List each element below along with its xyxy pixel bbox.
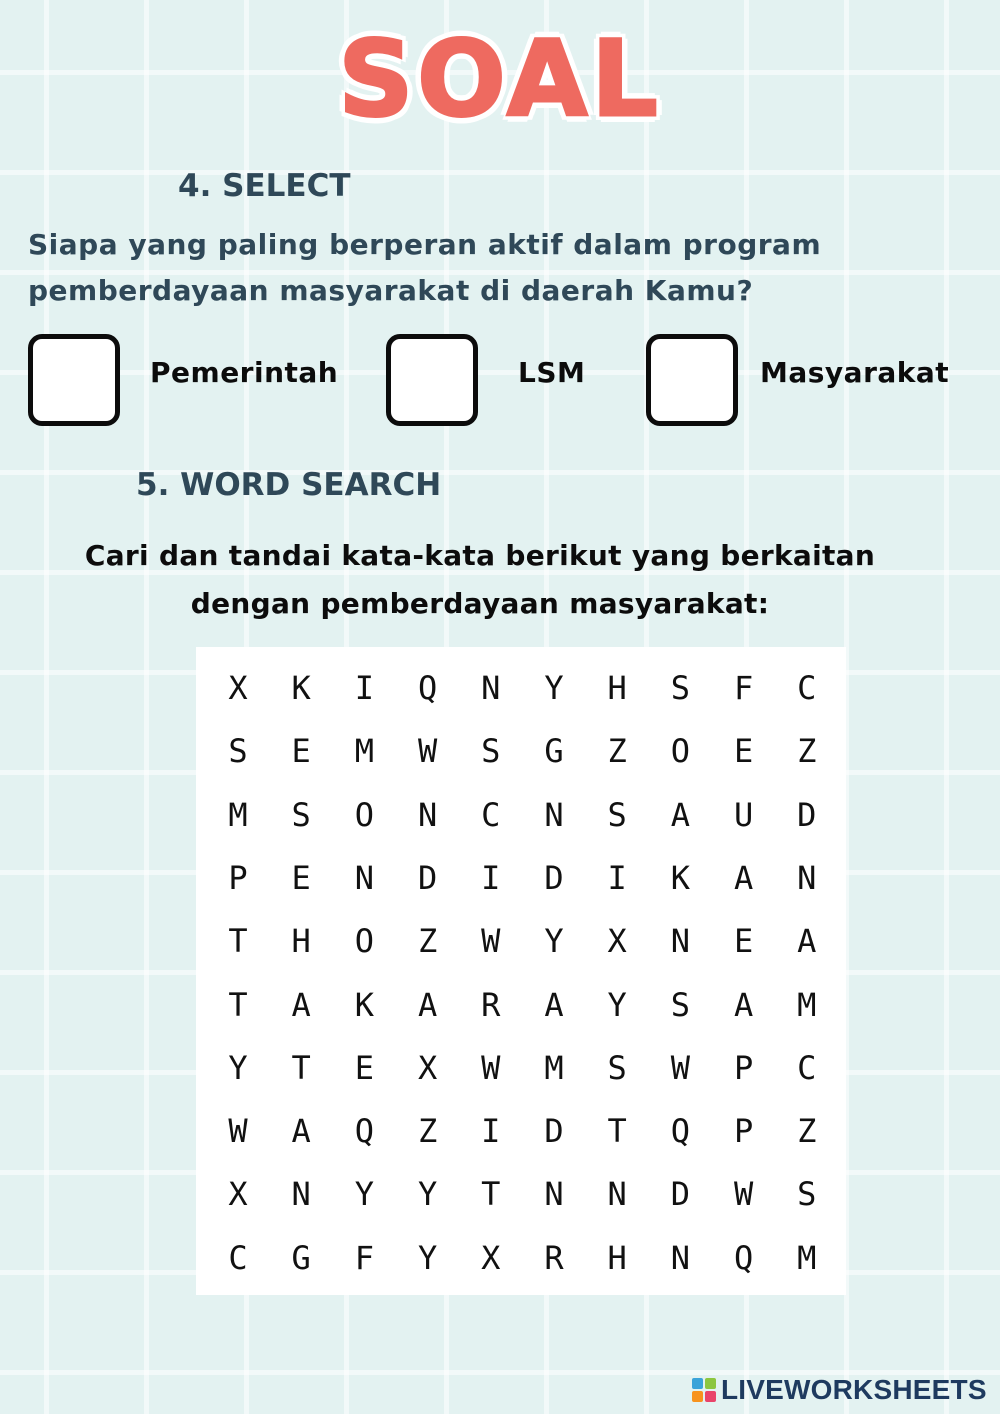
word-search-grid [196, 647, 846, 1295]
grid-cell-r4-c0[interactable]: T [228, 922, 248, 961]
grid-cell-r0-c1[interactable]: K [291, 669, 311, 707]
grid-cell-r9-c5[interactable]: R [544, 1238, 564, 1277]
instruction-line-2: dengan pemberdayaan masyarakat: [190, 587, 770, 620]
option-lsm-label: LSM [518, 356, 586, 389]
grid-cell-r5-c1[interactable]: A [291, 985, 311, 1024]
grid-cell-r4-c8[interactable]: E [733, 922, 754, 961]
grid-cell-r1-c8[interactable]: E [733, 732, 754, 771]
grid-cell-r7-c0[interactable]: W [228, 1112, 248, 1151]
grid-cell-r5-c0[interactable]: T [228, 985, 248, 1024]
grid-cell-r4-c2[interactable]: O [354, 922, 375, 961]
grid-cell-r6-c7[interactable]: W [670, 1048, 691, 1087]
grid-cell-r0-c5[interactable]: Y [544, 669, 564, 707]
grid-cell-r6-c2[interactable]: E [354, 1048, 375, 1087]
grid-cell-r7-c9[interactable]: Z [797, 1112, 817, 1151]
grid-cell-r1-c0[interactable]: S [228, 732, 248, 771]
grid-cell-r8-c6[interactable]: N [607, 1175, 627, 1214]
grid-cell-r5-c5[interactable]: A [544, 985, 564, 1024]
grid-cell-r5-c2[interactable]: K [354, 985, 375, 1024]
grid-cell-r3-c1[interactable]: E [291, 858, 311, 897]
grid-cell-r2-c3[interactable]: N [417, 795, 438, 834]
grid-cell-r3-c0[interactable]: P [228, 858, 248, 897]
grid-cell-r1-c1[interactable]: E [291, 732, 311, 771]
grid-cell-r7-c4[interactable]: I [481, 1112, 501, 1151]
grid-cell-r8-c3[interactable]: Y [417, 1175, 438, 1214]
grid-cell-r6-c5[interactable]: M [544, 1048, 564, 1087]
grid-cell-r3-c9[interactable]: N [797, 858, 817, 897]
select-question [28, 222, 928, 314]
grid-cell-r2-c6[interactable]: S [607, 795, 627, 834]
grid-cell-r2-c4[interactable]: C [481, 795, 501, 834]
grid-cell-r3-c5[interactable]: D [544, 858, 564, 897]
grid-cell-r0-c3[interactable]: Q [417, 669, 438, 707]
grid-cell-r2-c0[interactable]: M [228, 795, 248, 834]
brand-name: LIVEWORKSHEETS [721, 1374, 987, 1405]
grid-cell-r7-c2[interactable]: Q [354, 1112, 375, 1151]
grid-cell-r3-c2[interactable]: N [354, 858, 375, 897]
grid-cell-r3-c4[interactable]: I [481, 858, 501, 897]
liveworksheets-logo [692, 1372, 987, 1408]
grid-cell-r6-c0[interactable]: Y [228, 1048, 248, 1087]
grid-cell-r8-c8[interactable]: W [733, 1175, 754, 1214]
grid-cell-r5-c9[interactable]: M [797, 985, 817, 1024]
grid-cell-r4-c1[interactable]: H [291, 922, 311, 961]
word-search-instruction [0, 532, 960, 628]
grid-cell-r2-c5[interactable]: N [544, 795, 564, 834]
grid-cell-r1-c4[interactable]: S [481, 732, 501, 771]
grid-cell-r8-c0[interactable]: X [228, 1175, 248, 1214]
grid-cell-r8-c4[interactable]: T [481, 1175, 501, 1214]
grid-cell-r7-c5[interactable]: D [544, 1112, 564, 1151]
grid-cell-r7-c7[interactable]: Q [670, 1112, 691, 1151]
grid-cell-r8-c9[interactable]: S [797, 1175, 817, 1214]
grid-cell-r0-c4[interactable]: N [481, 669, 501, 707]
grid-cell-r2-c1[interactable]: S [291, 795, 311, 834]
grid-cell-r8-c1[interactable]: N [291, 1175, 311, 1214]
liveworksheets-icon [692, 1378, 716, 1402]
grid-cell-r7-c1[interactable]: A [291, 1112, 311, 1151]
option-lsm-checkbox[interactable] [386, 334, 478, 426]
section-4-heading: 4. SELECT [178, 168, 351, 204]
grid-cell-r4-c3[interactable]: Z [417, 922, 438, 961]
grid-cell-r2-c2[interactable]: O [354, 795, 375, 834]
grid-cell-r0-c0[interactable]: X [228, 669, 248, 707]
grid-cell-r8-c5[interactable]: N [544, 1175, 564, 1214]
grid-cell-r4-c7[interactable]: N [670, 922, 691, 961]
option-pemerintah-checkbox[interactable] [28, 334, 120, 426]
grid-cell-r2-c7[interactable]: A [670, 795, 691, 834]
grid-cell-r8-c7[interactable]: D [670, 1175, 691, 1214]
grid-cell-r5-c8[interactable]: A [733, 985, 754, 1024]
grid-cell-r0-c8[interactable]: F [733, 669, 754, 707]
grid-cell-r6-c1[interactable]: T [291, 1048, 311, 1087]
grid-cell-r4-c9[interactable]: A [797, 922, 817, 961]
grid-cell-r2-c9[interactable]: D [797, 795, 817, 834]
grid-cell-r9-c0[interactable]: C [228, 1238, 248, 1277]
grid-cell-r0-c7[interactable]: S [670, 669, 691, 707]
grid-cell-r5-c3[interactable]: A [417, 985, 438, 1024]
option-masyarakat-label: Masyarakat [760, 356, 950, 389]
grid-cell-r5-c4[interactable]: R [481, 985, 501, 1024]
grid-cell-r5-c6[interactable]: Y [607, 985, 627, 1024]
grid-cell-r4-c4[interactable]: W [481, 922, 501, 961]
grid-cell-r6-c8[interactable]: P [733, 1048, 754, 1087]
grid-cell-r3-c3[interactable]: D [417, 858, 438, 897]
grid-cell-r8-c2[interactable]: Y [354, 1175, 375, 1214]
grid-cell-r9-c1[interactable]: G [291, 1238, 311, 1277]
grid-cell-r9-c6[interactable]: H [607, 1238, 627, 1277]
page-title: SOAL [338, 18, 662, 140]
grid-cell-r0-c9[interactable]: C [797, 669, 817, 707]
section-5-heading: 5. WORD SEARCH [136, 467, 442, 503]
grid-cell-r2-c8[interactable]: U [733, 795, 754, 834]
grid-cell-r1-c7[interactable]: O [670, 732, 691, 771]
grid-cell-r1-c2[interactable]: M [354, 732, 375, 771]
grid-cell-r1-c9[interactable]: Z [797, 732, 817, 771]
grid-cell-r6-c4[interactable]: W [481, 1048, 501, 1087]
grid-cell-r9-c3[interactable]: Y [417, 1238, 438, 1277]
grid-cell-r4-c6[interactable]: X [607, 922, 627, 961]
grid-cell-r6-c3[interactable]: X [417, 1048, 438, 1087]
grid-cell-r7-c6[interactable]: T [607, 1112, 627, 1151]
grid-cell-r9-c2[interactable]: F [354, 1238, 375, 1277]
grid-cell-r0-c2[interactable]: I [354, 669, 375, 707]
grid-cell-r9-c4[interactable]: X [481, 1238, 501, 1277]
option-pemerintah-label: Pemerintah [150, 356, 339, 389]
grid-cell-r7-c3[interactable]: Z [417, 1112, 438, 1151]
grid-cell-r9-c7[interactable]: N [670, 1238, 691, 1277]
option-masyarakat-checkbox[interactable] [646, 334, 738, 426]
instruction-line-1: Cari dan tandai kata-kata berikut yang berkaitan [84, 539, 876, 572]
grid-cell-r1-c5[interactable]: G [544, 732, 564, 771]
grid-cell-r1-c6[interactable]: Z [607, 732, 627, 771]
grid-cell-r3-c6[interactable]: I [607, 858, 627, 897]
grid-cell-r9-c8[interactable]: Q [733, 1238, 754, 1277]
grid-cell-r7-c8[interactable]: P [733, 1112, 754, 1151]
grid-cell-r4-c5[interactable]: Y [544, 922, 564, 961]
grid-cell-r0-c6[interactable]: H [607, 669, 627, 707]
grid-cell-r3-c8[interactable]: A [733, 858, 754, 897]
grid-cell-r3-c7[interactable]: K [670, 858, 691, 897]
grid-cell-r1-c3[interactable]: W [417, 732, 438, 771]
grid-cell-r6-c9[interactable]: C [797, 1048, 817, 1087]
question-line-2: pemberdayaan masyarakat di daerah Kamu? [28, 274, 754, 307]
grid-cell-r6-c6[interactable]: S [607, 1048, 627, 1087]
grid-cell-r5-c7[interactable]: S [670, 985, 691, 1024]
grid-cell-r9-c9[interactable]: M [797, 1238, 817, 1277]
question-line-1: Siapa yang paling berperan aktif dalam program [28, 228, 822, 261]
